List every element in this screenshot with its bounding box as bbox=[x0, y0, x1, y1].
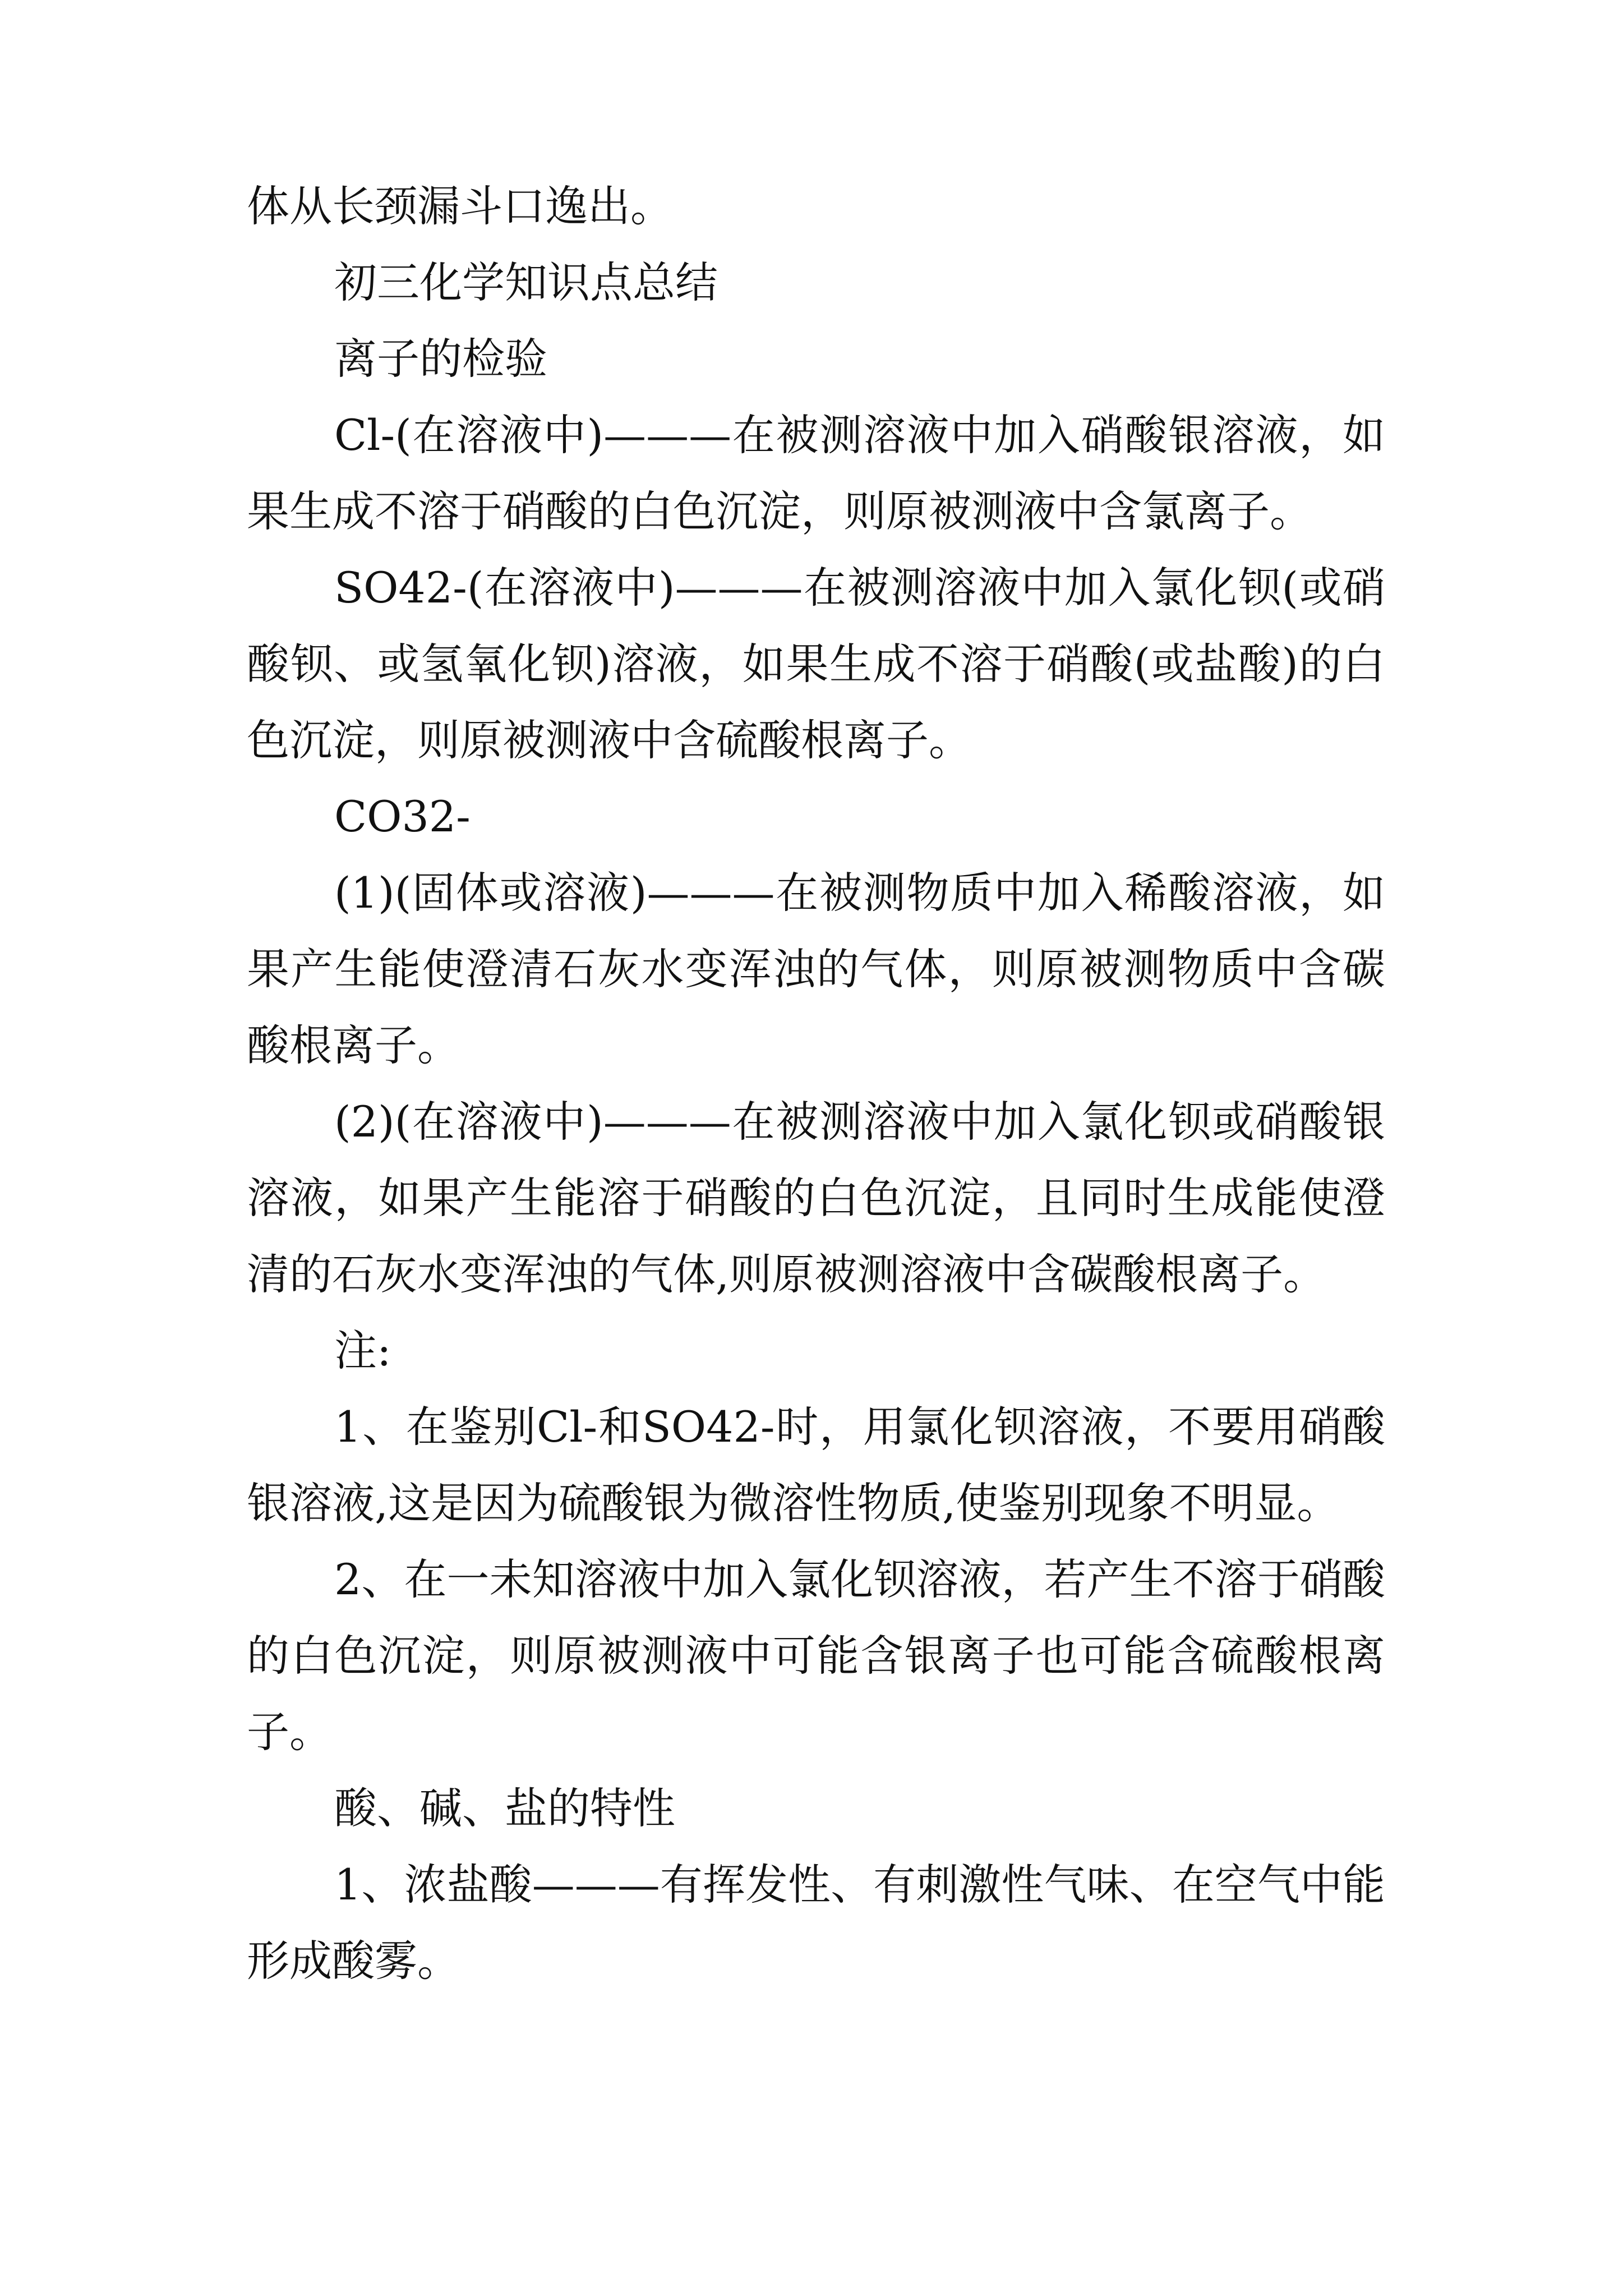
document-page bbox=[247, 168, 1385, 1999]
note-item-2: 2、在一未知溶液中加入氯化钡溶液，若产生不溶于硝酸的白色沉淀，则原被测液中可能含银离子也可能含硫酸根离子。 bbox=[247, 1554, 1385, 1757]
note-label: 注: bbox=[334, 1326, 391, 1375]
paragraph-carbonate-test-1: (1)(固体或溶液)———在被测物质中加入稀酸溶液，如果产生能使澄清石灰水变浑浊的气体，则原被测物质中含碳酸根离子。 bbox=[247, 868, 1385, 1070]
note-item-1: 1、在鉴别Cl-和SO42-时，用氯化钡溶液，不要用硝酸银溶液,这是因为硫酸银为微溶性物质,使鉴别现象不明显。 bbox=[247, 1402, 1385, 1528]
subsection-heading-properties: 酸、碱、盐的特性 bbox=[334, 1783, 675, 1833]
paragraph-sulfate-test: SO42-(在溶液中)———在被测溶液中加入氯化钡(或硝酸钡、或氢氧化钡)溶液，如果生成不溶于硝酸(或盐酸)的白色沉淀，则原被测液中含硫酸根离子。 bbox=[247, 563, 1385, 765]
property-item-1: 1、浓盐酸———有挥发性、有刺激性气味、在空气中能形成酸雾。 bbox=[247, 1860, 1385, 1986]
paragraph-continuation: 体从长颈漏斗口逸出。 bbox=[247, 181, 673, 231]
section-heading: 初三化学知识点总结 bbox=[334, 257, 718, 307]
subsection-heading: 离子的检验 bbox=[334, 334, 547, 384]
paragraph-carbonate-label: CO32- bbox=[334, 792, 471, 841]
paragraph-carbonate-test-2: (2)(在溶液中)———在被测溶液中加入氯化钡或硝酸银溶液，如果产生能溶于硝酸的白色沉淀，且同时生成能使澄清的石灰水变浑浊的气体,则原被测溶液中含碳酸根离子。 bbox=[247, 1097, 1385, 1299]
paragraph-chloride-test: Cl-(在溶液中)———在被测溶液中加入硝酸银溶液，如果生成不溶于硝酸的白色沉淀，则原被测液中含氯离子。 bbox=[247, 410, 1385, 536]
